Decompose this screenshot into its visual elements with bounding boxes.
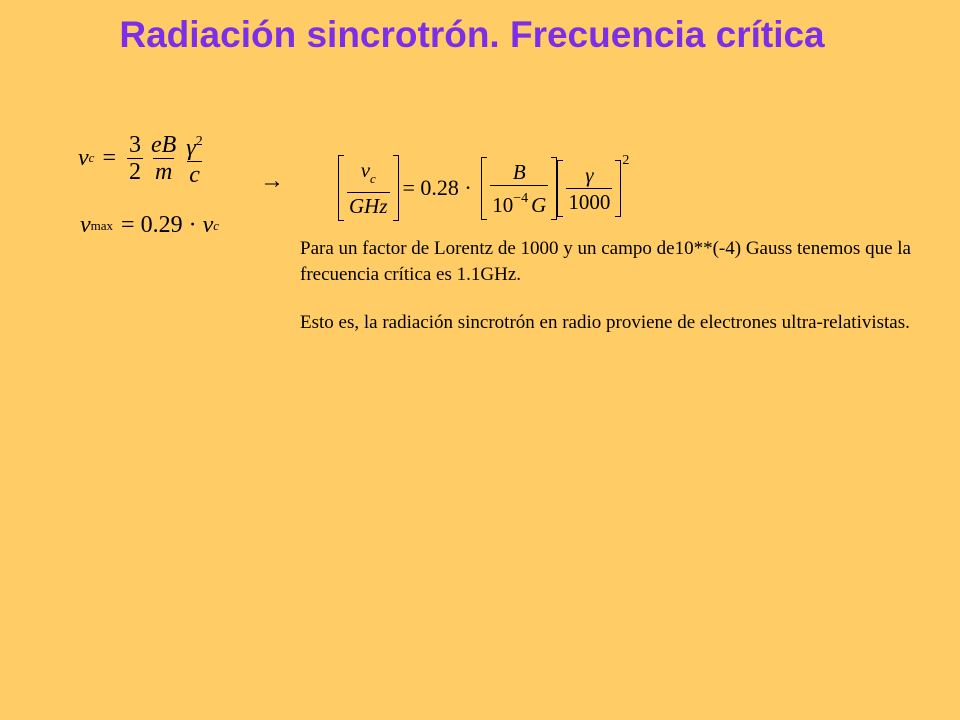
denominator: c	[189, 161, 200, 188]
fraction-b-field	[490, 160, 548, 217]
fraction-gamma-c	[184, 130, 204, 187]
nu-symbol: ν	[360, 158, 371, 182]
bracket-gamma	[557, 163, 621, 214]
numerator	[359, 158, 378, 192]
denominator: 2	[128, 158, 141, 185]
equals-sign: =	[102, 144, 116, 171]
fraction-eB-m	[149, 133, 178, 184]
denominator	[490, 185, 548, 217]
coefficient-text: = 0.28 ·	[402, 175, 478, 200]
paragraph-lorentz-factor: Para un factor de Lorentz de 1000 y un campo de10**(-4) Gauss tenemos que la frecuencia crítica es 1.1GHz.	[300, 238, 911, 285]
nu-symbol: ν	[202, 212, 214, 238]
nu-symbol: ν	[78, 144, 89, 171]
subscript-c: c	[213, 217, 220, 233]
fraction-3-2	[127, 133, 143, 184]
fraction-gamma-1000	[566, 163, 612, 214]
subscript-max: max	[90, 217, 114, 233]
exponent-square: 2	[622, 153, 630, 168]
denominator: 1000	[568, 189, 611, 214]
gauss-unit: G	[531, 192, 547, 217]
numerator: eB	[150, 131, 177, 158]
right-arrow-icon: →	[260, 168, 284, 194]
numerator	[184, 130, 204, 161]
denominator: m	[154, 158, 173, 185]
numerator: γ	[585, 162, 594, 187]
paragraph-conclusion: Esto es, la radiación sincrotrón en radio proviene de electrones ultra-relativistas.	[300, 312, 910, 333]
numerator: B	[512, 159, 526, 184]
subscript-c: c	[88, 150, 95, 165]
rhs-text: = 0.29 ·	[121, 212, 203, 238]
ten: 10	[492, 192, 514, 217]
exponent: −4	[513, 190, 529, 206]
fraction-nu-ghz	[347, 158, 390, 218]
bracket-nu-ghz	[338, 158, 399, 218]
gamma-symbol: γ	[186, 134, 196, 161]
critical-frequency-formula	[78, 128, 208, 188]
bracket-b	[481, 160, 557, 217]
exponent: 2	[195, 133, 203, 149]
numerator: 3	[128, 131, 141, 158]
max-frequency-formula	[80, 212, 219, 239]
slide-title: Radiación sincrotrón. Frecuencia crítica	[119, 14, 825, 55]
scaled-frequency-formula	[338, 153, 630, 219]
nu-symbol: ν	[80, 212, 91, 238]
denominator: GHz	[349, 194, 388, 218]
subscript-c: c	[370, 171, 376, 186]
